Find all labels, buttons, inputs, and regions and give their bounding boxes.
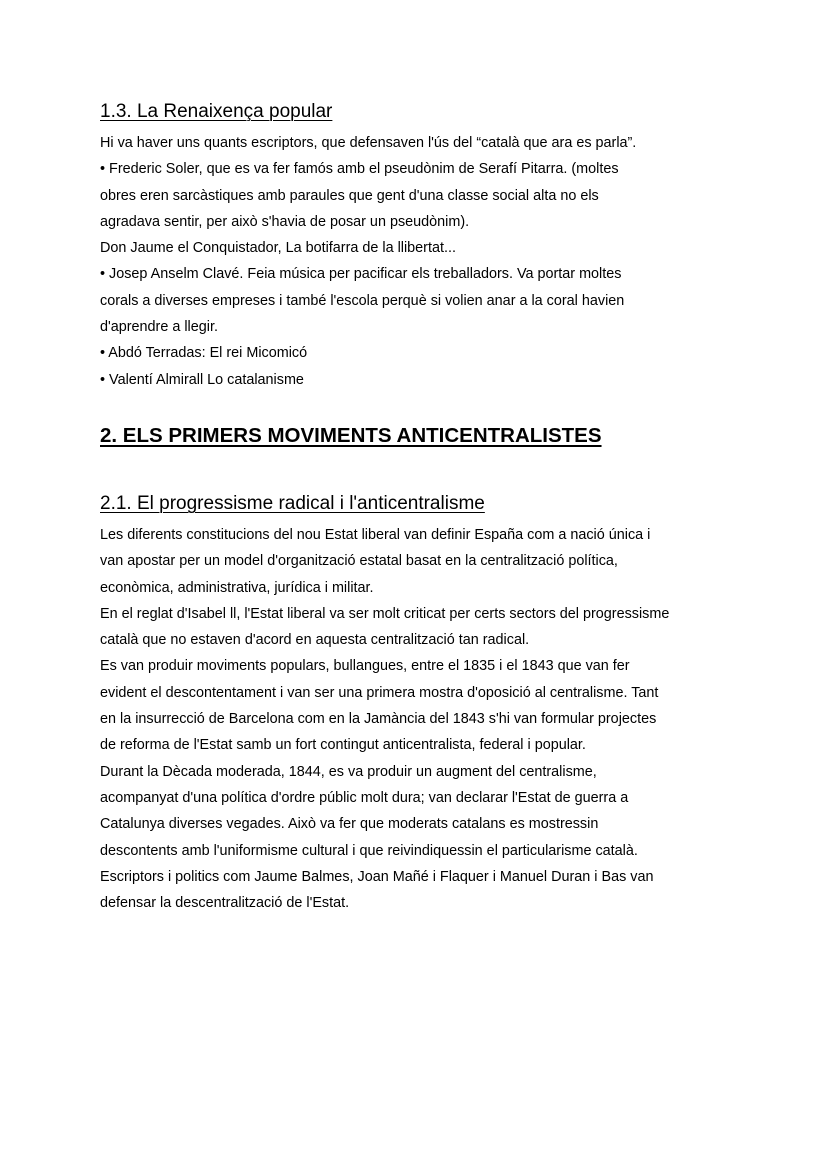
paragraph-line: econòmica, administrativa, jurídica i militar. [100, 579, 374, 596]
paragraph-line: Escriptors i politics com Jaume Balmes, Joan Mañé i Flaquer i Manuel Duran i Bas van [100, 868, 654, 885]
paragraph-line: català que no estaven d'acord en aquesta centralització tan radical. [100, 632, 530, 649]
paragraph-line: Les diferents constitucions del nou Estat liberal van definir España com a nació única i [100, 527, 651, 543]
section-heading: 1.3. La Renaixença popular [100, 101, 333, 122]
section-primers-moviments [100, 421, 602, 451]
paragraph-line: descontents amb l'uniformisme cultural i que reivindiquessin el particularisme català. [100, 842, 638, 859]
paragraph-line: En el reglat d'Isabel ll, l'Estat liberal va ser molt criticat per certs sectors del progressisme [100, 605, 670, 622]
paragraph-line: Es van produir moviments populars, bullangues, entre el 1835 i el 1843 que van fer [100, 658, 630, 675]
paragraph-line: Catalunya diverses vegades. Això va fer que moderats catalans es mostressin [100, 816, 599, 833]
section-heading: 2.1. El progressisme radical i l'anticentralisme [100, 493, 485, 514]
paragraph-line: • Frederic Soler, que es va fer famós amb el pseudònim de Serafí Pitarra. (moltes [100, 161, 619, 178]
section-renaixenca-popular [100, 98, 636, 393]
section-body [100, 522, 669, 916]
paragraph-line: Hi va haver uns quants escriptors, que defensaven l'ús del “català que ara es parla”. [100, 135, 637, 151]
paragraph-line: d'aprendre a llegir. [100, 319, 218, 336]
paragraph-line: van apostar per un model d'organització estatal basat en la centralització política, [100, 553, 618, 570]
paragraph-line: agradava sentir, per això s'havia de posar un pseudònim). [100, 213, 470, 230]
section-progressisme-radical [100, 490, 669, 916]
paragraph-line: • Josep Anselm Clavé. Feia música per pacificar els treballadors. Va portar moltes [100, 266, 622, 283]
paragraph-line: en la insurrecció de Barcelona com en la Jamància del 1843 s'hi van formular projectes [100, 711, 657, 728]
paragraph-line: • Abdó Terradas: El rei Micomicó [100, 345, 308, 362]
paragraph-line: Don Jaume el Conquistador, La botifarra de la llibertat... [100, 240, 456, 257]
paragraph-line: defensar la descentralització de l'Estat. [100, 895, 350, 912]
chapter-heading: 2. ELS PRIMERS MOVIMENTS ANTICENTRALISTES [100, 424, 602, 447]
paragraph-line: evident el descontentament i van ser una primera mostra d'oposició al centralisme. Tant [100, 684, 659, 701]
paragraph-line: Durant la Dècada moderada, 1844, es va produir un augment del centralisme, [100, 763, 597, 780]
section-body [100, 130, 636, 393]
paragraph-line: obres eren sarcàstiques amb paraules que gent d'una classe social alta no els [100, 187, 599, 204]
paragraph-line: acompanyat d'una política d'ordre públic molt dura; van declarar l'Estat de guerra a [100, 789, 629, 806]
paragraph-line: de reforma de l'Estat samb un fort contingut anticentralista, federal i popular. [100, 737, 586, 754]
paragraph-line: corals a diverses empreses i també l'escola perquè si volien anar a la coral havien [100, 292, 625, 309]
paragraph-line: • Valentí Almirall Lo catalanisme [100, 371, 304, 388]
